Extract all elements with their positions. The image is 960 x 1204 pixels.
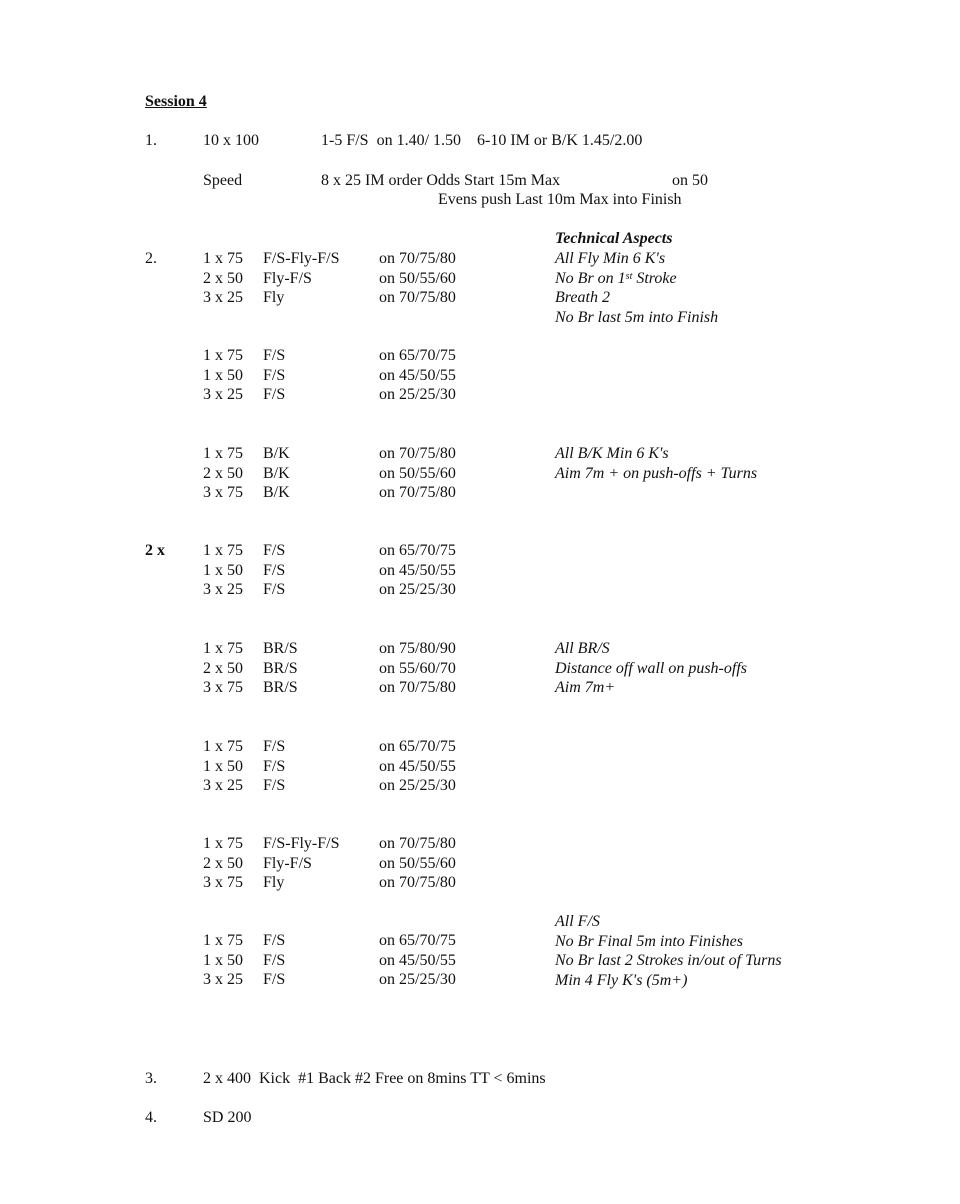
item-4-text: SD 200 (203, 1109, 252, 1126)
item-number-4: 4. (145, 1109, 157, 1126)
item-3-text: 2 x 400 Kick #1 Back #2 Free on 8mins TT < 6mins (203, 1070, 546, 1087)
repeat-2x-label: 2 x (145, 542, 165, 559)
speed-label: Speed (203, 172, 243, 189)
item-number-3: 3. (145, 1070, 157, 1087)
item-1-detail: 1-5 F/S on 1.40/ 1.50 6-10 IM or B/K 1.45/2.00 (321, 132, 643, 149)
tech-notes-backstroke: All B/K Min 6 K's Aim 7m + on push-offs + Turns (555, 445, 758, 482)
item-number-1: 1. (145, 132, 157, 149)
tech-notes-freestyle: All F/S No Br Final 5m into Finishes No Br last 2 Strokes in/out of Turns Min 4 Fly K's (5m+) (555, 913, 782, 989)
page-title: Session 4 (145, 93, 207, 110)
item-1-set: 10 x 100 (203, 132, 259, 149)
speed-interval: on 50 (672, 172, 708, 189)
speed-detail-evens: Evens push Last 10m Max into Finish (438, 191, 682, 208)
tech-notes-fly: All Fly Min 6 K's No Br on 1st Stroke Breath 2 No Br last 5m into Finish (555, 250, 719, 326)
tech-notes-breaststroke: All BR/S Distance off wall on push-offs Aim 7m+ (555, 640, 747, 696)
technical-aspects-heading: Technical Aspects (555, 230, 673, 247)
item-number-2: 2. (145, 250, 157, 267)
speed-detail: 8 x 25 IM order Odds Start 15m Max (321, 172, 561, 189)
